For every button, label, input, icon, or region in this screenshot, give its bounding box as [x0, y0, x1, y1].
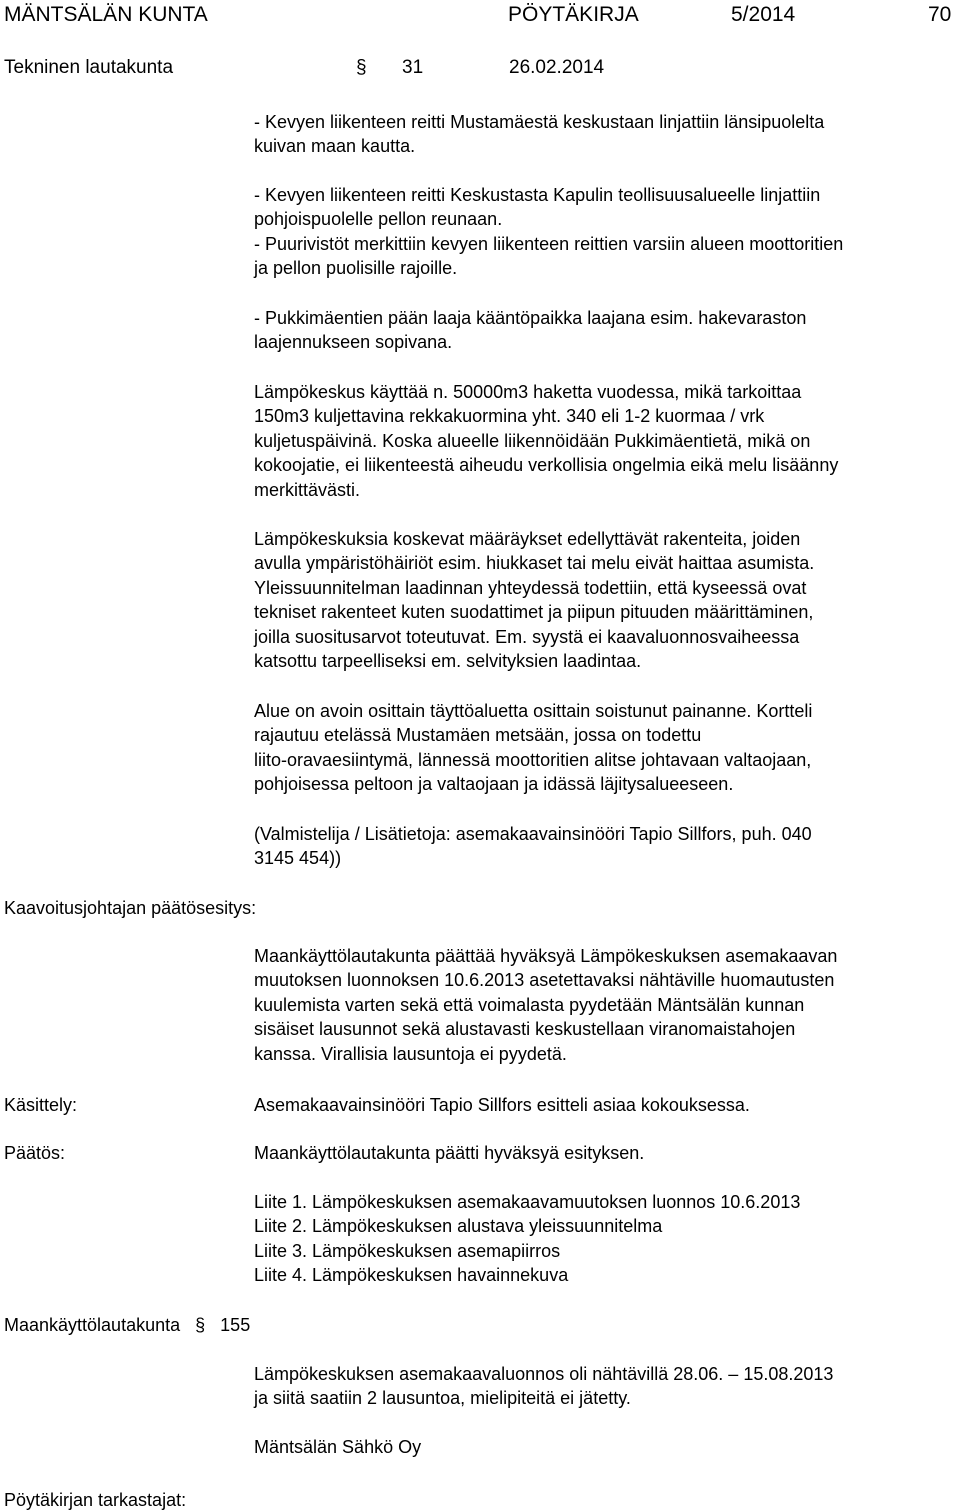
text-line: pohjoisessa peltoon ja valtaojaan ja idässä läjitysalueeseen.: [254, 774, 734, 795]
text-line: - Pukkimäentien pään laaja kääntöpaikka laajana esim. hakevaraston: [254, 308, 807, 328]
reviewers-label: Pöytäkirjan tarkastajat:: [4, 1490, 187, 1510]
issue-number: 5/2014: [731, 3, 796, 26]
text-line: avulla ympäristöhäiriöt esim. hiukkaset tai melu eivät haittaa asumista.: [254, 553, 815, 574]
text-line: liito-oravaesiintymä, lännessä moottoritien alitse johtavaan valtaojaan,: [254, 749, 812, 770]
text-line: kuulemista varten sekä että voimalasta pyydetään Mäntsälän kunnan: [254, 994, 805, 1015]
text-line: muutoksen luonnoksen 10.6.2013 asetettavaksi nähtäville huomautusten: [254, 970, 835, 991]
paragraph-5: [254, 527, 954, 673]
text-line: tekniset rakenteet kuten suodattimet ja piipun pituuden määrittäminen,: [254, 602, 814, 623]
text-line: Maankäyttölautakunta päättää hyväksyä Lämpökeskuksen asemakaavan: [254, 946, 838, 966]
text-line: katsottu tarpeelliseksi em. selvityksien laadintaa.: [254, 651, 642, 672]
attachment-item: Liite 4. Lämpökeskuksen havainnekuva: [254, 1265, 569, 1286]
text-line: Maankäyttölautakunta päätti hyväksyä esityksen.: [254, 1143, 645, 1163]
text-line: 3145 454)): [254, 848, 342, 869]
text-line: - Kevyen liikenteen reitti Mustamäestä keskustaan linjattiin länsipuolelta: [254, 112, 825, 132]
meeting-date: 26.02.2014: [509, 57, 605, 78]
text-line: laajennukseen sopivana.: [254, 332, 453, 353]
proposal-label: Kaavoitusjohtajan päätösesitys:: [4, 898, 257, 918]
text-line: ja pellon puolisille rajoille.: [254, 258, 458, 279]
text-line: - Puurivistöt merkittiin kevyen liikenteen reittien varsiin alueen moottoritien: [254, 233, 844, 254]
attachment-item: Liite 3. Lämpökeskuksen asemapiirros: [254, 1240, 561, 1261]
text-line: Lämpökeskus käyttää n. 50000m3 haketta vuodessa, mikä tarkoittaa: [254, 382, 802, 402]
paragraph-6: [254, 699, 954, 797]
text-line: joilla suositusarvot toteutuvat. Em. syystä ei kaavaluonnosvaiheessa: [254, 626, 800, 647]
attachment-item: Liite 1. Lämpökeskuksen asemakaavamuutoksen luonnos 10.6.2013: [254, 1192, 801, 1212]
board-section-label: [4, 1313, 250, 1337]
text-line: kuljetuspäivinä. Koska alueelle liikennöidään Pukkimäentietä, mikä on: [254, 430, 811, 451]
board-name: Maankäyttölautakunta: [4, 1315, 181, 1335]
handling-text: [254, 1093, 954, 1117]
text-line: Lämpökeskuksen asemakaavaluonnos oli nähtävillä 28.06. – 15.08.2013: [254, 1364, 834, 1384]
text-line: Mäntsälän Sähkö Oy: [254, 1437, 422, 1457]
page-number: 70: [928, 3, 952, 26]
paragraph-1: [254, 110, 954, 159]
text-line: kanssa. Virallisia lausuntoja ei pyydetä.: [254, 1043, 567, 1064]
paragraph-preparer: [254, 822, 954, 871]
attachments-list: [254, 1190, 954, 1288]
text-line: - Kevyen liikenteen reitti Keskustasta Kapulin teollisuusalueelle linjattiin: [254, 185, 821, 205]
text-line: 150m3 kuljettavina rekkakuormina yht. 340 eli 1-2 kuormaa / vrk: [254, 406, 765, 427]
text-line: kuivan maan kautta.: [254, 136, 416, 157]
section-symbol: §: [356, 57, 367, 78]
committee-name: Tekninen lautakunta: [4, 57, 174, 78]
paragraph-4: [254, 380, 954, 502]
text-line: ja siitä saatiin 2 lausuntoa, mielipiteitä ei jätetty.: [254, 1388, 631, 1409]
text-line: Asemakaavainsinööri Tapio Sillfors esitteli asiaa kokouksessa.: [254, 1095, 750, 1115]
text-line: rajautuu etelässä Mustamäen metsään, jossa on todettu: [254, 725, 702, 746]
paragraph-display-period: [254, 1362, 954, 1411]
text-line: Lämpökeskuksia koskevat määräykset edellyttävät rakenteita, joiden: [254, 529, 801, 549]
paragraph-2: [254, 183, 954, 281]
text-line: Yleissuunnitelman laadinnan yhteydessä todettiin, että kyseessä ovat: [254, 577, 807, 598]
section-number: 31: [402, 57, 424, 78]
document-type: PÖYTÄKIRJA: [508, 3, 639, 26]
text-line: kokoojatie, ei liikenteestä aiheudu verkollisia ongelmia eikä melu lisäänny: [254, 455, 839, 476]
handling-label: Käsittely:: [4, 1095, 78, 1115]
board-section-symbol: §: [195, 1315, 206, 1335]
statement-author: [254, 1435, 954, 1459]
text-line: Alue on avoin osittain täyttöaluetta osittain soistunut painanne. Kortteli: [254, 701, 813, 721]
text-line: sisäiset lausunnot sekä alustavasti keskustellaan viranomaistahojen: [254, 1019, 796, 1040]
text-line: merkittävästi.: [254, 479, 361, 500]
municipality-name: MÄNTSÄLÄN KUNTA: [4, 3, 208, 26]
decision-text: [254, 1141, 954, 1165]
proposal-text: [254, 944, 954, 1066]
text-line: (Valmistelija / Lisätietoja: asemakaavainsinööri Tapio Sillfors, puh. 040: [254, 824, 812, 844]
text-line: pohjoispuolelle pellon reunaan.: [254, 209, 503, 230]
attachment-item: Liite 2. Lämpökeskuksen alustava yleissuunnitelma: [254, 1216, 663, 1237]
decision-label: Päätös:: [4, 1143, 66, 1163]
board-section-number: 155: [220, 1315, 251, 1335]
paragraph-3: [254, 306, 954, 355]
